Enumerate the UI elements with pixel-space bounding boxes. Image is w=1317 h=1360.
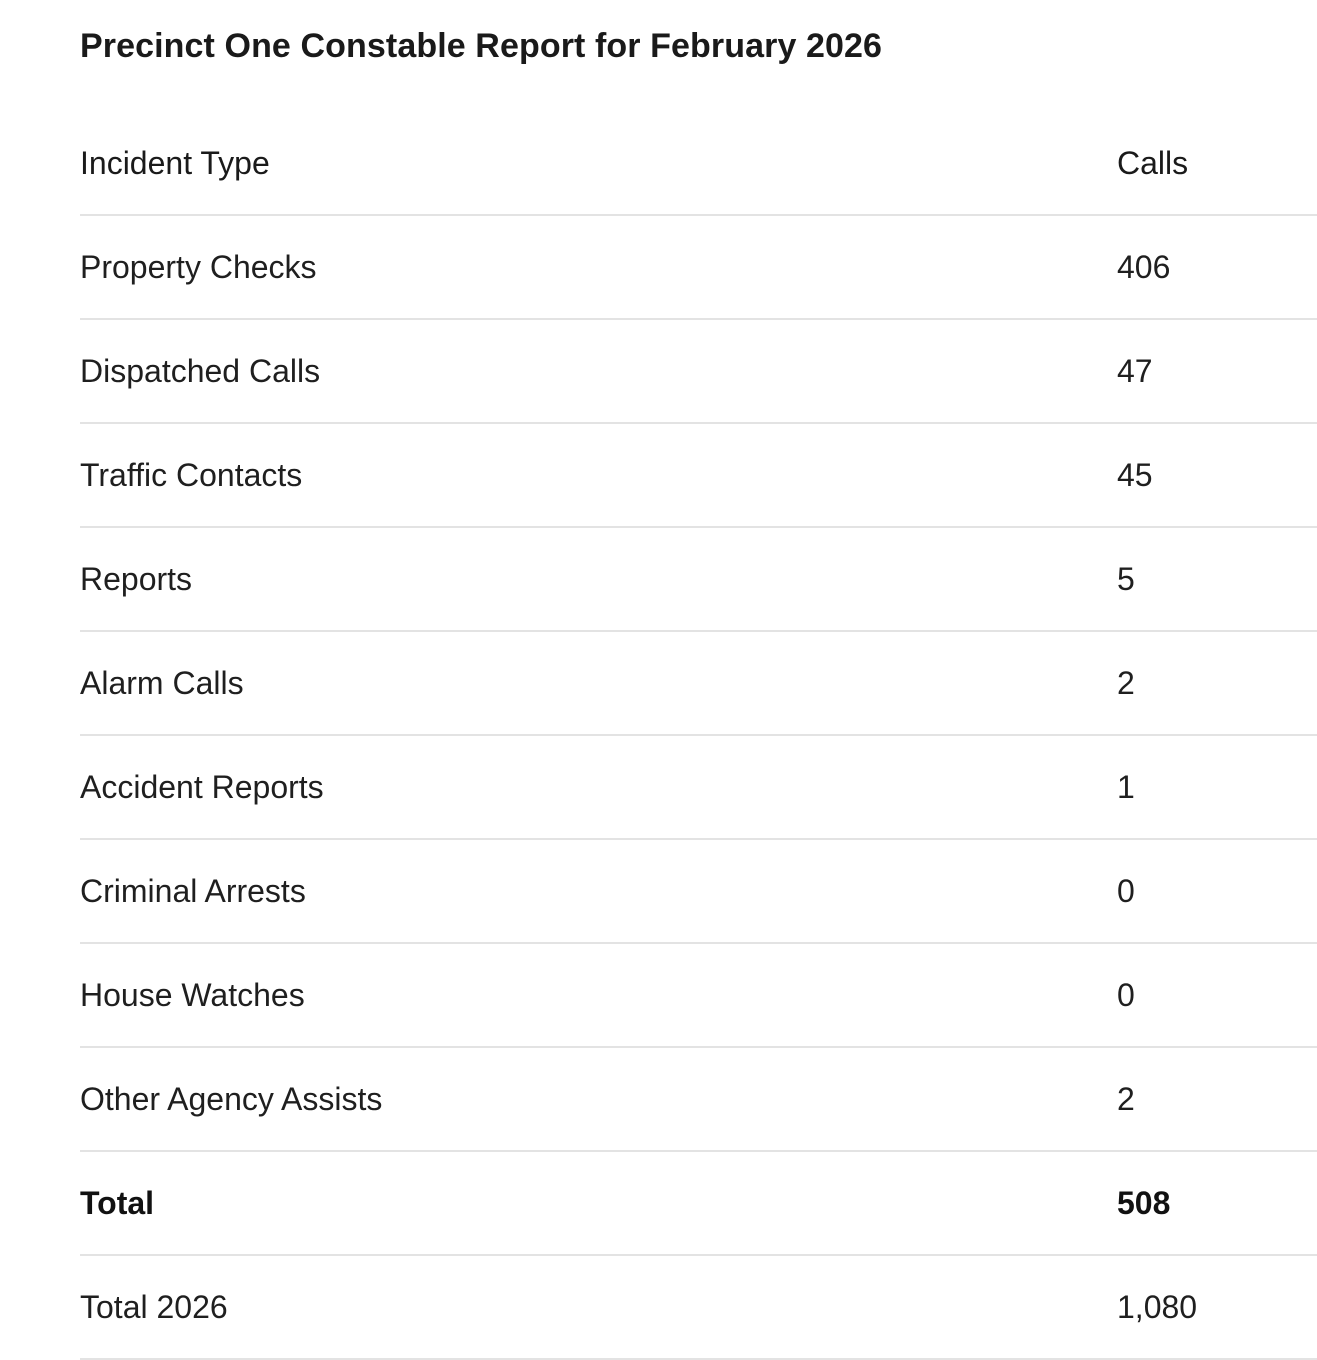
calls-cell: 2 — [1117, 1047, 1317, 1151]
calls-cell: 0 — [1117, 839, 1317, 943]
table-row — [80, 215, 1317, 319]
table-row — [80, 1047, 1317, 1151]
total-calls: 508 — [1117, 1151, 1317, 1255]
incident-type-cell: Accident Reports — [80, 735, 1117, 839]
total-label: Total — [80, 1151, 1117, 1255]
year-total-row — [80, 1255, 1317, 1359]
incident-type-cell: Other Agency Assists — [80, 1047, 1117, 1151]
calls-cell: 1 — [1117, 735, 1317, 839]
table-row — [80, 319, 1317, 423]
incident-type-cell: Property Checks — [80, 215, 1117, 319]
report-title: Precinct One Constable Report for February 2026 — [80, 27, 883, 65]
incident-type-cell: Reports — [80, 527, 1117, 631]
table-row — [80, 735, 1317, 839]
year-total-label: Total 2026 — [80, 1255, 1117, 1359]
total-row — [80, 1151, 1317, 1255]
table-row — [80, 423, 1317, 527]
calls-cell: 0 — [1117, 943, 1317, 1047]
calls-cell: 406 — [1117, 215, 1317, 319]
year-total-calls: 1,080 — [1117, 1255, 1317, 1359]
table-header-row — [80, 112, 1317, 215]
column-header-incident-type: Incident Type — [80, 112, 1117, 215]
report — [80, 0, 1317, 1325]
incident-type-cell: House Watches — [80, 943, 1117, 1047]
incident-type-cell: Criminal Arrests — [80, 839, 1117, 943]
table-row — [80, 943, 1317, 1047]
table-row — [80, 527, 1317, 631]
incident-type-cell: Traffic Contacts — [80, 423, 1117, 527]
incident-type-cell: Dispatched Calls — [80, 319, 1117, 423]
calls-cell: 2 — [1117, 631, 1317, 735]
calls-cell: 5 — [1117, 527, 1317, 631]
incident-type-cell: Alarm Calls — [80, 631, 1117, 735]
table-row — [80, 839, 1317, 943]
calls-cell: 45 — [1117, 423, 1317, 527]
incident-table — [80, 112, 1317, 1360]
calls-cell: 47 — [1117, 319, 1317, 423]
column-header-calls: Calls — [1117, 112, 1317, 215]
table-row — [80, 631, 1317, 735]
